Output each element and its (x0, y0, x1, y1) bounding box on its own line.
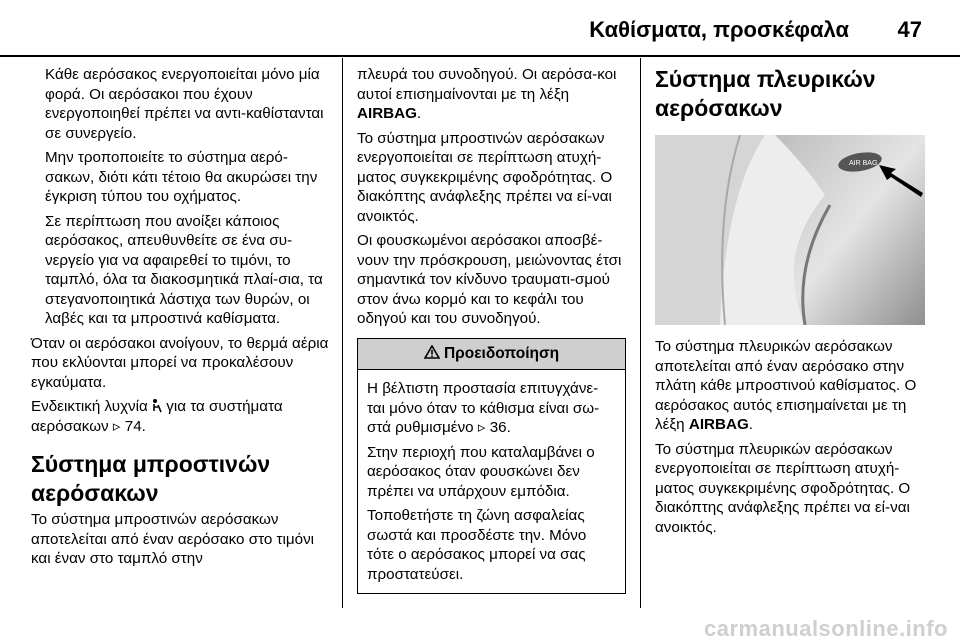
text-span: Ενδεικτική λυχνία (31, 398, 148, 415)
paragraph: Το σύστημα μπροστινών αερόσακων ενεργοποιείται σε περίπτωση ατυχή-ματος συγκεκριμένης σφοδρότητας. Ο διακόπτης ανάφλεξης πρέπει να εί-ναι ανοικτός. (357, 129, 613, 225)
section-heading: Σύστημα πλευρικών αερόσακων (655, 66, 876, 121)
paragraph: Οι φουσκωμένοι αερόσακοι αποσβέ-νουν την πρόσκρουση, μειώνοντας έτσι σημαντικά τον κίνδυνο τραυματι-σμού στον άνω κορμό και το κεφάλι του οδηγού και του συνοδηγού. (357, 232, 622, 327)
watermark: carmanualsonline.info (704, 616, 948, 641)
paragraph (655, 337, 931, 435)
warning-box (357, 338, 626, 595)
airbag-word: AIRBAG (357, 105, 417, 122)
paragraph: Όταν οι αερόσακοι ανοίγουν, το θερμά αέρια που εκλύονται μπορεί να προκαλέσουν εγκαύματα. (31, 334, 329, 391)
text-span: πλευρά του συνοδηγού. Οι αερόσα-κοι αυτοί επισημαίνονται με τη λέξη (357, 66, 617, 103)
warning-body (358, 370, 625, 593)
warning-title: Προειδοποίηση (443, 344, 560, 362)
paragraph (31, 397, 331, 436)
column-divider (640, 58, 641, 608)
text-span: . (748, 416, 753, 433)
seat-airbag-photo (655, 135, 925, 325)
warning-header (358, 339, 625, 371)
header-rule (0, 55, 960, 57)
paragraph: Το σύστημα μπροστινών αερόσακων αποτελείται από έναν αερόσακο στο τιμόνι και έναν στο ταμπλό στην (31, 511, 315, 567)
ref-arrow-icon: ▹ (112, 417, 121, 435)
text-span: για τα συστήματα αερόσακων (31, 398, 283, 435)
column-3 (655, 65, 931, 542)
page-number: 47 (897, 17, 922, 42)
paragraph: Το σύστημα πλευρικών αερόσακων ενεργοποιείται σε περίπτωση ατυχή-ματος συγκεκριμένης σφοδρότητας. Ο διακόπτης ανάφλεξης πρέπει να εί-ναι ανοικτός. (655, 440, 911, 536)
text-span: Το σύστημα πλευρικών αερόσακων αποτελείται από έναν αερόσακο στην πλάτη κάθε μπροστινού καθίσματος. Ο αερόσακος αυτός επισημαίνεται με τη λέξη (655, 338, 917, 433)
paragraph: Σε περίπτωση που ανοίξει κάποιος αερόσακος, απευθυνθείτε σε ένα συ-νεργείο για να αφαιρεθεί το τιμόνι, το ταμπλό, όλα τα διακοσμητικά πλαί-σια, τα στεγανοποιητικά λάστιχα των θυρών, οι λαβές και τα μπροστινά καθίσματα. (45, 212, 323, 327)
column-1 (31, 65, 331, 574)
ref-arrow-icon: ▹ (477, 419, 486, 436)
section-heading: Σύστημα μπροστινών αερόσακων (31, 451, 271, 506)
text-span: Η βέλτιστη προστασία επιτυγχάνε-ται μόνο όταν το κάθισμα είναι σω-στά ρυθμισμένο (367, 380, 600, 436)
paragraph: Τοποθετήστε τη ζώνη ασφαλείας σωστά και προσδέστε την. Μόνο τότε ο αερόσακος μπορεί να σας προστατεύσει. (367, 507, 587, 583)
text-span: . (416, 105, 422, 122)
airbag-word: AIRBAG (688, 416, 749, 433)
airbag-warning-lamp-icon (152, 398, 166, 415)
page-header-title: Καθίσματα, προσκέφαλα (589, 17, 849, 42)
paragraph (367, 379, 616, 438)
page-reference[interactable]: 36. (489, 419, 511, 436)
column-2 (357, 65, 626, 594)
airbag-label: AIR BAG (849, 160, 878, 167)
paragraph: Μην τροποποιείτε το σύστημα αερό-σακων, διότι κάτι τέτοιο θα ακυρώσει την έγκριση τύπου του οχήματος. (45, 149, 318, 205)
paragraph: Στην περιοχή που καταλαμβάνει ο αερόσακος όταν φουσκώνει δεν πρέπει να υπάρχουν εμπόδια. (367, 443, 595, 500)
paragraph (357, 65, 626, 124)
page-reference[interactable]: 74. (124, 417, 146, 435)
warning-triangle-icon (424, 344, 440, 364)
paragraph: Κάθε αερόσακος ενεργοποιείται μόνο μία φορά. Οι αερόσακοι που έχουν ενεργοποιηθεί πρέπει να αντι-καθίστανται σε συνεργείο. (45, 66, 324, 142)
column-divider (342, 58, 343, 608)
